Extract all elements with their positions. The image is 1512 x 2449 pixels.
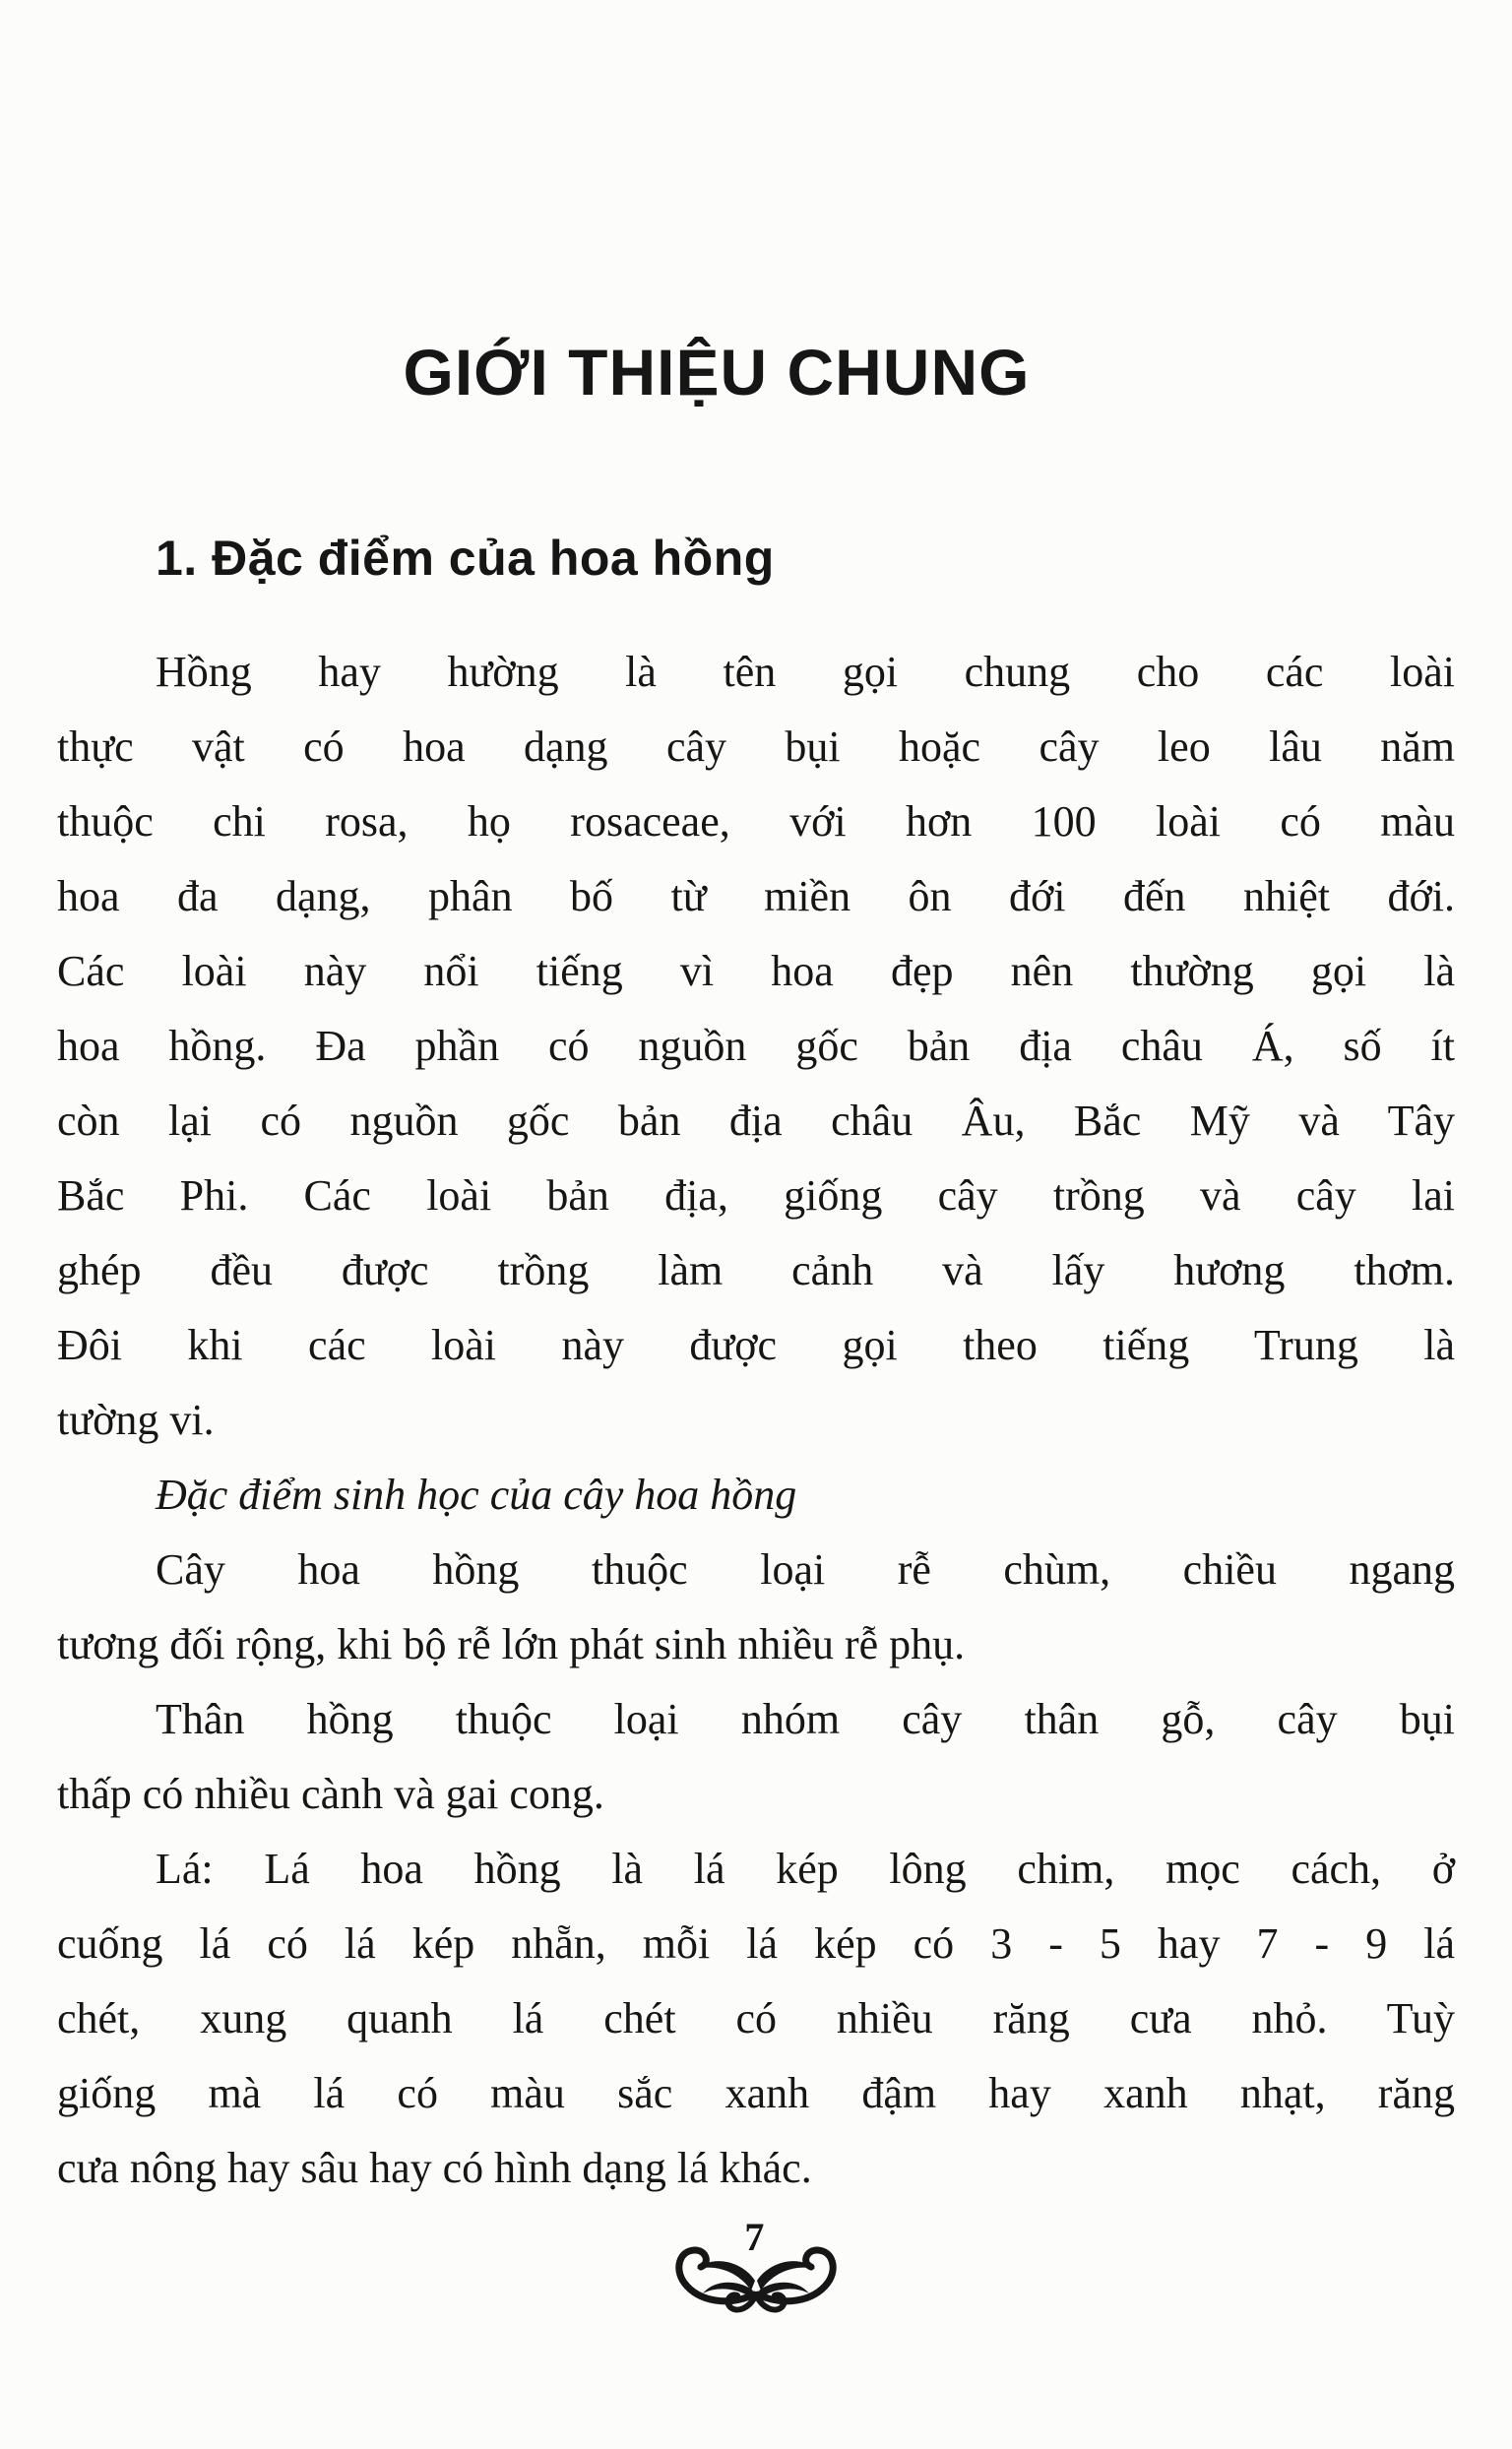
page-number: 7 — [744, 2214, 765, 2259]
section-heading: 1. Đặc điểm của hoa hồng — [156, 531, 775, 586]
text-line: thấp có nhiều cành và gai cong. — [57, 1769, 604, 1818]
text-line: giống mà lá có màu sắc xanh đậm hay xanh nhạt, răng — [57, 2068, 1455, 2117]
text-line: chét, xung quanh lá chét có nhiều răng cưa nhỏ. Tuỳ — [57, 1993, 1455, 2042]
text-line: thực vật có hoa dạng cây bụi hoặc cây leo lâu năm — [57, 722, 1455, 771]
text-line: cuống lá có lá kép nhẵn, mỗi lá kép có 3 - 5 hay 7 - 9 lá — [57, 1918, 1455, 1968]
text-line: Lá: Lá hoa hồng là lá kép lông chim, mọc cách, ở — [156, 1844, 1455, 1893]
body-text — [57, 635, 1455, 2206]
paragraph-intro — [57, 635, 1455, 1458]
paragraph-leaves — [57, 1832, 1455, 2206]
text-line: ghép đều được trồng làm cảnh và lấy hương thơm. — [57, 1245, 1455, 1294]
text-line: thuộc chi rosa, họ rosaceae, với hơn 100 loài có màu — [57, 796, 1455, 846]
text-line: Bắc Phi. Các loài bản địa, giống cây trồng và cây lai — [57, 1170, 1455, 1220]
text-line: còn lại có nguồn gốc bản địa châu Âu, Bắc Mỹ và Tây — [57, 1096, 1455, 1145]
text-line: tường vi. — [57, 1395, 215, 1444]
subheading-italic: Đặc điểm sinh học của cây hoa hồng — [156, 1470, 797, 1519]
text-line: Hồng hay hường là tên gọi chung cho các loài — [156, 647, 1455, 696]
text-line: Cây hoa hồng thuộc loại rễ chùm, chiều ngang — [156, 1544, 1455, 1594]
text-line: hoa hồng. Đa phần có nguồn gốc bản địa châu Á, số ít — [57, 1021, 1455, 1070]
text-line: cưa nông hay sâu hay có hình dạng lá khác. — [57, 2143, 812, 2192]
text-line: hoa đa dạng, phân bố từ miền ôn đới đến nhiệt đới. — [57, 871, 1455, 920]
text-line: Các loài này nổi tiếng vì hoa đẹp nên thường gọi là — [57, 946, 1455, 995]
page-title: GIỚI THIỆU CHUNG — [403, 336, 1031, 408]
page-footer — [57, 2216, 1455, 2344]
text-line: tương đối rộng, khi bộ rễ lớn phát sinh nhiều rễ phụ. — [57, 1619, 966, 1668]
text-line: Đôi khi các loài này được gọi theo tiếng Trung là — [57, 1320, 1455, 1369]
text-line: Thân hồng thuộc loại nhóm cây thân gỗ, cây bụi — [156, 1694, 1455, 1743]
paragraph-stem — [57, 1682, 1455, 1832]
paragraph-roots — [57, 1533, 1455, 1682]
